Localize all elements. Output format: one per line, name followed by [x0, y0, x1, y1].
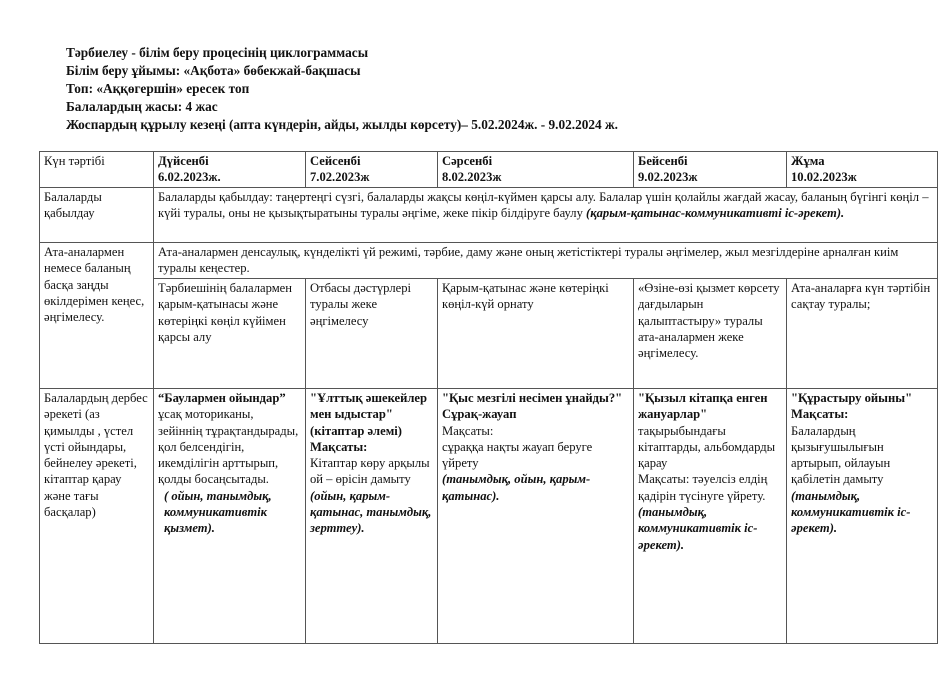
parents-tuesday: Отбасы дәстүрлері туралы жеке әңгімелесу — [306, 279, 438, 389]
monday-activity-text: ұсақ моториканы, зейіннің тұрақтандырады, қол белсендігін, икемділігін арттырып, қолды босаңсытады. — [158, 407, 299, 487]
parents-thursday: «Өзіне-өзі қызмет көрсету дағдыларын қалыптастыру» туралы ата-аналармен жеке әңгімелесу. — [634, 279, 787, 389]
reception-label: Балаларды қабылдау — [40, 188, 154, 243]
independent-friday — [787, 389, 938, 644]
document-header — [66, 44, 926, 134]
parents-common-row — [40, 243, 938, 279]
friday-goal-label: Мақсаты: — [791, 407, 849, 422]
independent-monday — [154, 389, 306, 644]
day-header-monday: Дүйсенбі 6.02.2023ж. — [154, 152, 306, 188]
thursday-activity-title: "Қызыл кітапқа енген жануарлар" — [638, 391, 768, 422]
monday-activity-type: ( ойын, танымдық, коммуникативтік қызмет). — [164, 488, 272, 536]
day-header-friday: Жұма 10.02.2023ж — [787, 152, 938, 188]
friday-activity-text: Балалардың қызығушылығын артырып, ойлауын қабілетін дамыту — [791, 423, 891, 487]
parents-monday: Тәрбиешінің балалармен қарым-қатынасы және көтеріңкі көңіл күйімен қарсы алу — [154, 279, 306, 389]
independent-label: Балалардың дербес әрекеті (аз қимылды , үстел үсті ойындары, бейнелеу әрекеті, кітаптар қарау және тағы басқалар) — [40, 389, 154, 644]
day-header-wednesday: Сәрсенбі 8.02.2023ж — [438, 152, 634, 188]
organization-line: Білім беру ұйымы: «Ақбота» бөбекжай-бақшасы — [66, 63, 361, 78]
parents-label: Ата-аналармен немесе баланың басқа заңды өкілдерімен кеңес, әңгімелесу. — [40, 243, 154, 389]
table-header-row — [40, 152, 938, 188]
tuesday-activity-text: Кітаптар көру арқылы ой – өрісін дамыту — [310, 456, 430, 487]
thursday-activity-text: тақырыбындағы кітаптарды, альбомдарды қарау — [638, 423, 776, 471]
tuesday-goal-label: Мақсаты: — [310, 439, 368, 454]
schedule-header-cell: Күн тәртібі — [40, 152, 154, 188]
wednesday-activity-subtitle: Сұрақ-жауап — [442, 407, 517, 422]
day-header-thursday: Бейсенбі 9.02.2023ж — [634, 152, 787, 188]
independent-wednesday — [438, 389, 634, 644]
wednesday-activity-type: (танымдық, ойын, қарым-қатынас). — [442, 472, 591, 503]
document-title: Тәрбиелеу - білім беру процесінің циклограммасы — [66, 45, 369, 60]
parents-friday: Ата-аналарға күн тәртібін сақтау туралы; — [787, 279, 938, 389]
reception-activity: (қарым-қатынас-коммуникативті іс-әрекет). — [586, 206, 845, 221]
thursday-goal: Мақсаты: тәуелсіз елдің қадірін түсінуге үйрету. — [638, 472, 768, 503]
day-header-tuesday: Сейсенбі 7.02.2023ж — [306, 152, 438, 188]
reception-text: Балаларды қабылдау: таңертеңгі сүзгі, балаларды жақсы көңіл-күймен қарсы алу. Балалар үшін қолайлы жағдай жасау, баланың бүгінгі көңіл – күйі туралы, оны не қызықтыратыны туралы әңгіме, жеке пікір білдіруге баулу — [158, 190, 929, 221]
parents-common-text: Ата-аналармен денсаулық, күнделікті үй режимі, тәрбие, даму және оның жетістіктері туралы әңгімелер, жыл мезгілдеріне арналған киім туралы кеңестер. — [154, 243, 938, 279]
schedule-table — [39, 151, 938, 644]
independent-activity-row — [40, 389, 938, 644]
wednesday-goal-label: Мақсаты: — [442, 423, 494, 438]
independent-thursday — [634, 389, 787, 644]
thursday-activity-type: (танымдық, коммуникативтік іс-әрекет). — [638, 505, 758, 552]
independent-tuesday — [306, 389, 438, 644]
parents-wednesday: Қарым-қатынас және көтеріңкі көңіл-күй орнату — [438, 279, 634, 389]
period-line: Жоспардың құрылу кезеңі (апта күндерін, айды, жылды көрсету)– 5.02.2024ж. - 9.02.2024 ж. — [66, 117, 618, 132]
friday-activity-type: (танымдық, коммуникативтік іс-әрекет). — [791, 488, 911, 536]
wednesday-activity-text: сұраққа нақты жауап беруге үйрету — [442, 439, 593, 471]
group-line: Топ: «Аққөгершін» ересек топ — [66, 81, 250, 96]
parents-daily-row — [40, 279, 938, 389]
age-line: Балалардың жасы: 4 жас — [66, 99, 218, 114]
reception-text-cell — [154, 188, 938, 243]
friday-activity-title: "Құрастыру ойыны" — [791, 391, 913, 405]
tuesday-activity-title: "Ұлттық әшекейлер мен ыдыстар" (кітаптар әлемі) — [310, 391, 428, 438]
tuesday-activity-type: (ойын, қарым-қатынас, танымдық, зерттеу). — [310, 488, 432, 536]
wednesday-activity-title: "Қыс мезгілі несімен ұнайды?" — [442, 391, 623, 405]
reception-row — [40, 188, 938, 243]
monday-activity-title: “Баулармен ойындар” — [158, 391, 286, 405]
